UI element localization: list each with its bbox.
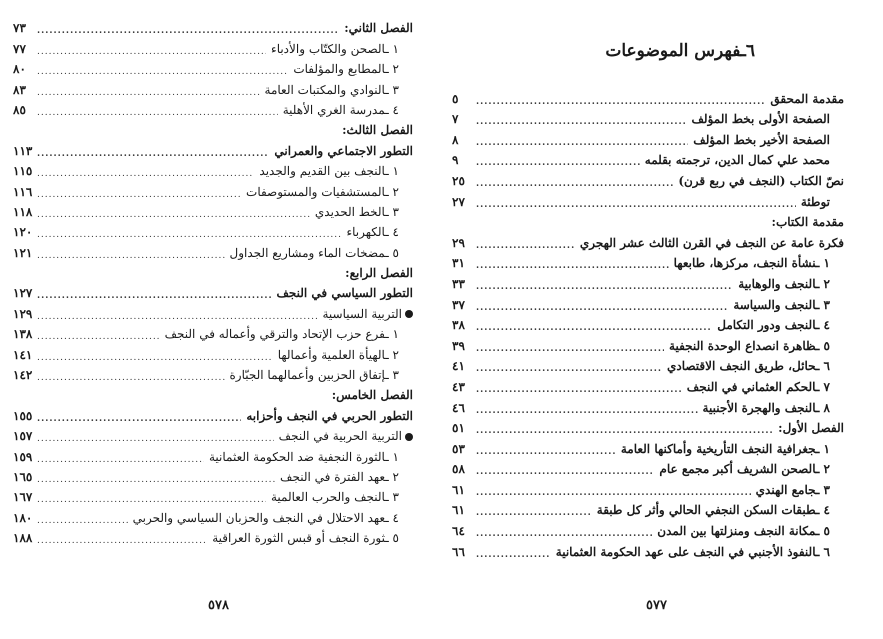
dot-leader <box>37 287 271 303</box>
toc-entry-title <box>666 337 844 356</box>
toc-entry-page: ١٦٥ <box>13 469 33 484</box>
toc-entry <box>452 88 844 109</box>
page-number-left: ٥٧٨ <box>208 598 229 613</box>
toc-entry-title <box>276 427 413 446</box>
toc-entry-title <box>753 481 844 500</box>
toc-entry-page: ١٢٠ <box>13 225 33 240</box>
dot-leader <box>37 512 128 528</box>
toc-entry-text: ٥ ـمضخات الماء ومشاريع الجداول <box>229 245 399 260</box>
toc-entry-page: ١٦٧ <box>13 490 33 505</box>
dot-leader <box>37 104 278 120</box>
toc-entry <box>452 479 844 500</box>
toc-entry <box>13 324 413 344</box>
toc-entry-page: ١١٥ <box>13 164 33 179</box>
toc-entry-title <box>227 244 413 263</box>
toc-entry-title <box>312 203 413 222</box>
toc-entry-title <box>268 488 413 507</box>
toc-entry-title <box>675 172 844 191</box>
toc-entry-page: ٦١ <box>452 503 465 518</box>
toc-entry-page: ٣٧ <box>452 297 465 312</box>
dot-leader <box>476 422 773 438</box>
toc-entry-title <box>690 131 844 150</box>
toc-entry-text: ٧ ـالحكم العثماني في النجف <box>686 379 830 394</box>
dot-leader <box>476 299 728 315</box>
dot-leader <box>476 278 733 294</box>
toc-entry-text: ٥ ـثورة النجف أو قبس الثورة العراقية <box>212 531 399 546</box>
toc-entry-title <box>341 19 413 38</box>
toc-entry-text: ٢ ـالهيأة العلمية وأعمالها <box>277 347 399 362</box>
toc-entry <box>13 242 413 262</box>
toc-entry-text: ٢ ـالنجف والوهابية <box>738 276 830 291</box>
toc-entry-text: التطور الحربي في النجف وأحزابه <box>246 408 413 423</box>
toc-entry <box>452 253 844 274</box>
toc-entry-title <box>730 296 844 315</box>
dot-leader <box>37 63 288 79</box>
toc-entry-title <box>339 121 413 140</box>
dot-leader <box>37 206 310 222</box>
toc-entry-title <box>684 378 844 397</box>
toc-entry <box>452 150 844 171</box>
toc-entry-page: ١٣٨ <box>13 327 33 342</box>
toc-entry-text: ٤ ـالكهرباء <box>346 225 399 240</box>
toc-entry-title <box>319 305 413 324</box>
toc-entry-page: ٨٣ <box>13 82 26 97</box>
toc-entry <box>13 446 413 466</box>
toc-entry-page: ١٢١ <box>13 245 33 260</box>
toc-entry-title <box>656 460 844 479</box>
dot-leader <box>37 226 341 242</box>
toc-entry <box>452 109 844 130</box>
toc-entry <box>13 120 413 140</box>
toc-entry-title <box>767 90 844 109</box>
toc-entry <box>452 129 844 150</box>
toc-entry <box>452 212 844 233</box>
page-number-right: ٥٧٧ <box>646 598 667 613</box>
toc-entry-text: ٣ ـالخط الحديدي <box>314 204 399 219</box>
toc-entry-text: ١ ـنشأة النجف، مركزها، طابعها <box>673 256 830 271</box>
bullet-icon <box>405 310 413 318</box>
toc-entry-text: ٢ ـعهد الفترة في النجف <box>280 469 399 484</box>
toc-entry <box>13 100 413 120</box>
toc-entry <box>13 38 413 58</box>
toc-entry-page: ٤١ <box>452 359 465 374</box>
toc-entry <box>13 140 413 160</box>
toc-entry-text: ٢ ـالمطابع والمؤلفات <box>293 62 399 77</box>
toc-entry-page: ٢٧ <box>452 194 465 209</box>
dot-leader <box>37 491 266 507</box>
toc-entry <box>13 303 413 323</box>
toc-list-right <box>452 88 844 562</box>
toc-entry-title <box>273 284 413 303</box>
dot-leader <box>37 369 225 385</box>
toc-entry-text: توطئة <box>800 194 830 209</box>
toc-entry-text: الفصل الثاني: <box>344 21 413 36</box>
toc-entry-text: ١ ـالثورة النجفية ضد الحكومة العثمانية <box>208 449 399 464</box>
toc-entry <box>452 438 844 459</box>
toc-entry-text: ٢ ـالصحن الشريف أكبر مجمع عام <box>659 462 830 477</box>
toc-entry-text: التطور السياسي في النجف <box>276 286 413 301</box>
toc-entry-title <box>714 316 844 335</box>
toc-entry-text: ٦ ـحائل، طريق النجف الاقتصادي <box>666 359 830 374</box>
toc-entry-page: ١٨٨ <box>13 531 33 546</box>
toc-entry-text: الفصل الأول: <box>778 421 844 436</box>
toc-entry-text: الفصل الرابع: <box>345 266 413 281</box>
toc-entry-text: ٣ ـجامع الهندي <box>755 482 830 497</box>
toc-entry <box>13 528 413 548</box>
toc-list-left <box>13 18 413 548</box>
toc-entry-page: ٧٣ <box>13 21 26 36</box>
toc-entry-text: الفصل الثالث: <box>342 123 413 138</box>
toc-entry-title <box>689 110 845 129</box>
dot-leader <box>37 84 260 100</box>
toc-entry-page: ١٢٩ <box>13 306 33 321</box>
toc-entry-page: ٦٦ <box>452 544 465 559</box>
toc-entry-text: ٨ ـالنجف والهجرة الأجنبية <box>702 400 830 415</box>
toc-entry <box>452 335 844 356</box>
toc-entry-page: ١١٣ <box>13 143 33 158</box>
toc-entry <box>452 170 844 191</box>
dot-leader <box>476 443 616 459</box>
toc-entry <box>13 344 413 364</box>
toc-entry-page: ٨٠ <box>13 62 26 77</box>
toc-entry-title <box>700 399 844 418</box>
toc-entry-page: ١٥٩ <box>13 449 33 464</box>
toc-entry-title <box>130 509 413 528</box>
toc-entry <box>452 418 844 439</box>
toc-entry-text: ٣ ـالنجف والسياسة <box>733 297 830 312</box>
dot-leader <box>37 165 254 181</box>
toc-entry <box>13 18 413 38</box>
toc-entry-text: ١ ـالصحن والكتّاب والأدباء <box>271 41 399 56</box>
toc-entry-text: نصّ الكتاب (النجف في ربع قرن) <box>678 173 844 188</box>
toc-entry <box>452 273 844 294</box>
toc-entry-title <box>775 419 844 438</box>
toc-entry-page: ٨ <box>452 132 459 147</box>
page-title: ٦ـفهرس الموضوعات <box>605 41 755 61</box>
dot-leader <box>37 308 317 324</box>
toc-entry-text: التطور الاجتماعي والعمراني <box>274 143 413 158</box>
toc-entry-title <box>769 213 844 232</box>
toc-entry <box>13 507 413 527</box>
toc-entry <box>13 283 413 303</box>
toc-entry <box>13 405 413 425</box>
toc-entry-page: ١٤٢ <box>13 368 33 383</box>
dot-leader <box>37 430 274 446</box>
toc-entry-page: ٦٤ <box>452 524 465 539</box>
toc-entry-text: ٤ ـالنجف ودور التكامل <box>717 318 830 333</box>
dot-leader <box>476 237 575 253</box>
toc-entry <box>13 202 413 222</box>
toc-entry-page: ٢٥ <box>452 173 465 188</box>
dot-leader <box>476 175 673 191</box>
dot-leader <box>37 328 160 344</box>
toc-entry-page: ٣٣ <box>452 276 465 291</box>
toc-entry-title <box>735 275 844 294</box>
dot-leader <box>476 504 592 520</box>
toc-entry <box>452 294 844 315</box>
toc-entry <box>452 500 844 521</box>
toc-entry <box>13 365 413 385</box>
toc-entry-title <box>268 40 413 59</box>
toc-entry-title <box>671 254 844 273</box>
toc-entry-title <box>290 60 413 79</box>
toc-entry-text: الصفحة الأولى بخط المؤلف <box>691 112 830 127</box>
toc-entry-text: ٤ ـعهد الاحتلال في النجف والحزبان السياسي والحربي <box>132 510 399 525</box>
toc-entry-page: ١٤١ <box>13 347 33 362</box>
toc-entry-title <box>227 366 413 385</box>
toc-entry-title <box>343 223 413 242</box>
dot-leader <box>476 196 796 212</box>
dot-leader <box>37 22 339 38</box>
dot-leader <box>37 451 204 467</box>
toc-entry-text: مقدمة الكتاب: <box>771 215 844 230</box>
toc-entry-title <box>594 501 844 520</box>
dot-leader <box>476 525 652 541</box>
toc-entry-page: ٢٩ <box>452 235 465 250</box>
toc-entry-text: ٥ ـظاهرة انصداع الوحدة النجفية <box>669 338 830 353</box>
toc-entry <box>452 191 844 212</box>
toc-entry-page: ٦١ <box>452 482 465 497</box>
toc-entry-text: ٢ ـالمستشفيات والمستوصفات <box>246 184 399 199</box>
toc-entry-text: ٤ ـطبقات السكن النجفي الحالي وأثر كل طبقة <box>596 503 830 518</box>
toc-entry-title <box>243 183 413 202</box>
toc-entry-page: ١٢٧ <box>13 286 33 301</box>
dot-leader <box>476 402 698 418</box>
toc-entry <box>13 222 413 242</box>
left-page <box>0 0 441 639</box>
dot-leader <box>37 349 273 365</box>
dot-leader <box>37 247 225 263</box>
toc-entry <box>13 385 413 405</box>
toc-entry-text: فكرة عامة عن النجف في القرن الثالث عشر الهجري <box>579 235 844 250</box>
dot-leader <box>476 484 751 500</box>
dot-leader <box>476 360 662 376</box>
toc-entry-page: ٥ <box>452 91 459 106</box>
toc-entry-text: ٣ ـالنجف والحرب العالمية <box>270 490 399 505</box>
toc-entry <box>13 79 413 99</box>
toc-entry-title <box>642 151 844 170</box>
toc-entry-page: ١٨٠ <box>13 510 33 525</box>
toc-entry-page: ٧٧ <box>13 41 26 56</box>
toc-entry-text: الصفحة الأخير بخط المؤلف <box>693 132 830 147</box>
toc-entry-page: ٥١ <box>452 421 465 436</box>
dot-leader <box>476 93 765 109</box>
toc-entry-page: ١١٦ <box>13 184 33 199</box>
dot-leader <box>476 134 688 150</box>
toc-entry-text: ١ ـجغرافية النجف التأريخية وأماكنها العامة <box>620 441 830 456</box>
toc-entry-title <box>618 440 844 459</box>
toc-entry <box>452 232 844 253</box>
toc-entry-text: محمد علي كمال الدين، ترجمته بقلمه <box>644 153 830 168</box>
toc-entry-title <box>162 325 413 344</box>
toc-entry-text: ٣ ـالنوادي والمكتبات العامة <box>264 82 399 97</box>
toc-entry-title <box>654 522 844 541</box>
toc-entry-title <box>577 234 844 253</box>
dot-leader <box>476 319 712 335</box>
dot-leader <box>37 43 266 59</box>
toc-entry <box>13 59 413 79</box>
toc-entry-title <box>275 346 413 365</box>
toc-entry <box>13 161 413 181</box>
toc-entry-text: ١ ـالنجف بين القديم والجديد <box>259 164 399 179</box>
dot-leader <box>476 154 640 170</box>
toc-entry-text: مقدمة المحقق <box>770 91 844 106</box>
toc-entry-page: ١٥٧ <box>13 429 33 444</box>
toc-entry <box>452 356 844 377</box>
toc-entry-page: ٣١ <box>452 256 465 271</box>
toc-entry-title <box>277 468 413 487</box>
toc-entry-text: ٦ ـالنفوذ الأجنبي في النجف على عهد الحكومة العثمانية <box>555 544 830 559</box>
toc-entry-title <box>553 543 844 562</box>
dot-leader <box>476 546 551 562</box>
toc-entry-title <box>209 529 413 548</box>
toc-entry-title <box>256 162 413 181</box>
dot-leader <box>476 113 687 129</box>
toc-entry <box>452 397 844 418</box>
right-page <box>441 0 883 639</box>
bullet-icon <box>405 433 413 441</box>
toc-entry-text: ٤ ـمدرسة الغري الأهلية <box>282 102 399 117</box>
toc-entry-page: ٩ <box>452 153 459 168</box>
toc-entry-page: ٥٨ <box>452 462 465 477</box>
toc-entry <box>452 376 844 397</box>
toc-entry-title <box>342 264 413 283</box>
toc-entry <box>13 467 413 487</box>
toc-entry-title <box>798 193 844 212</box>
toc-entry-page: ٨٥ <box>13 102 26 117</box>
dot-leader <box>37 145 269 161</box>
toc-entry <box>452 541 844 562</box>
dot-leader <box>37 186 241 202</box>
toc-entry-page: ٧ <box>452 112 459 127</box>
toc-entry-title <box>206 448 413 467</box>
toc-entry-title <box>243 407 413 426</box>
toc-entry-text: ٥ ـمكانة النجف ومنزلتها بين المدن <box>657 524 830 539</box>
toc-entry-text: الفصل الخامس: <box>331 388 413 403</box>
dot-leader <box>37 471 275 487</box>
toc-entry <box>452 315 844 336</box>
toc-entry <box>13 181 413 201</box>
toc-entry-text: ١ ـفرع حزب الإتحاد والترقي وأعماله في النجف <box>164 327 399 342</box>
toc-entry-page: ١١٨ <box>13 204 33 219</box>
toc-entry-page: ٥٣ <box>452 441 465 456</box>
dot-leader <box>37 410 241 426</box>
toc-entry <box>452 459 844 480</box>
toc-entry <box>13 487 413 507</box>
dot-leader <box>476 463 654 479</box>
toc-entry-title <box>329 386 413 405</box>
toc-entry-title <box>271 142 413 161</box>
toc-entry-text: التربية السياسية <box>322 306 402 321</box>
dot-leader <box>476 257 669 273</box>
dot-leader <box>37 532 207 548</box>
toc-entry <box>13 426 413 446</box>
toc-entry-title <box>664 357 844 376</box>
dot-leader <box>476 381 682 397</box>
toc-entry-page: ١٥٥ <box>13 408 33 423</box>
toc-entry-text: التربية الحربية في النجف <box>278 429 402 444</box>
toc-entry-page: ٤٣ <box>452 379 465 394</box>
toc-entry-page: ٤٦ <box>452 400 465 415</box>
toc-entry <box>13 263 413 283</box>
toc-entry <box>452 520 844 541</box>
dot-leader <box>476 340 664 356</box>
toc-entry-page: ٣٩ <box>452 338 465 353</box>
toc-entry-page: ٣٨ <box>452 318 465 333</box>
toc-entry-title <box>262 81 413 100</box>
toc-entry-title <box>280 101 413 120</box>
toc-entry-text: ٣ ـإتفاق الحزبين وأعمالهما الجبّارة <box>229 368 399 383</box>
